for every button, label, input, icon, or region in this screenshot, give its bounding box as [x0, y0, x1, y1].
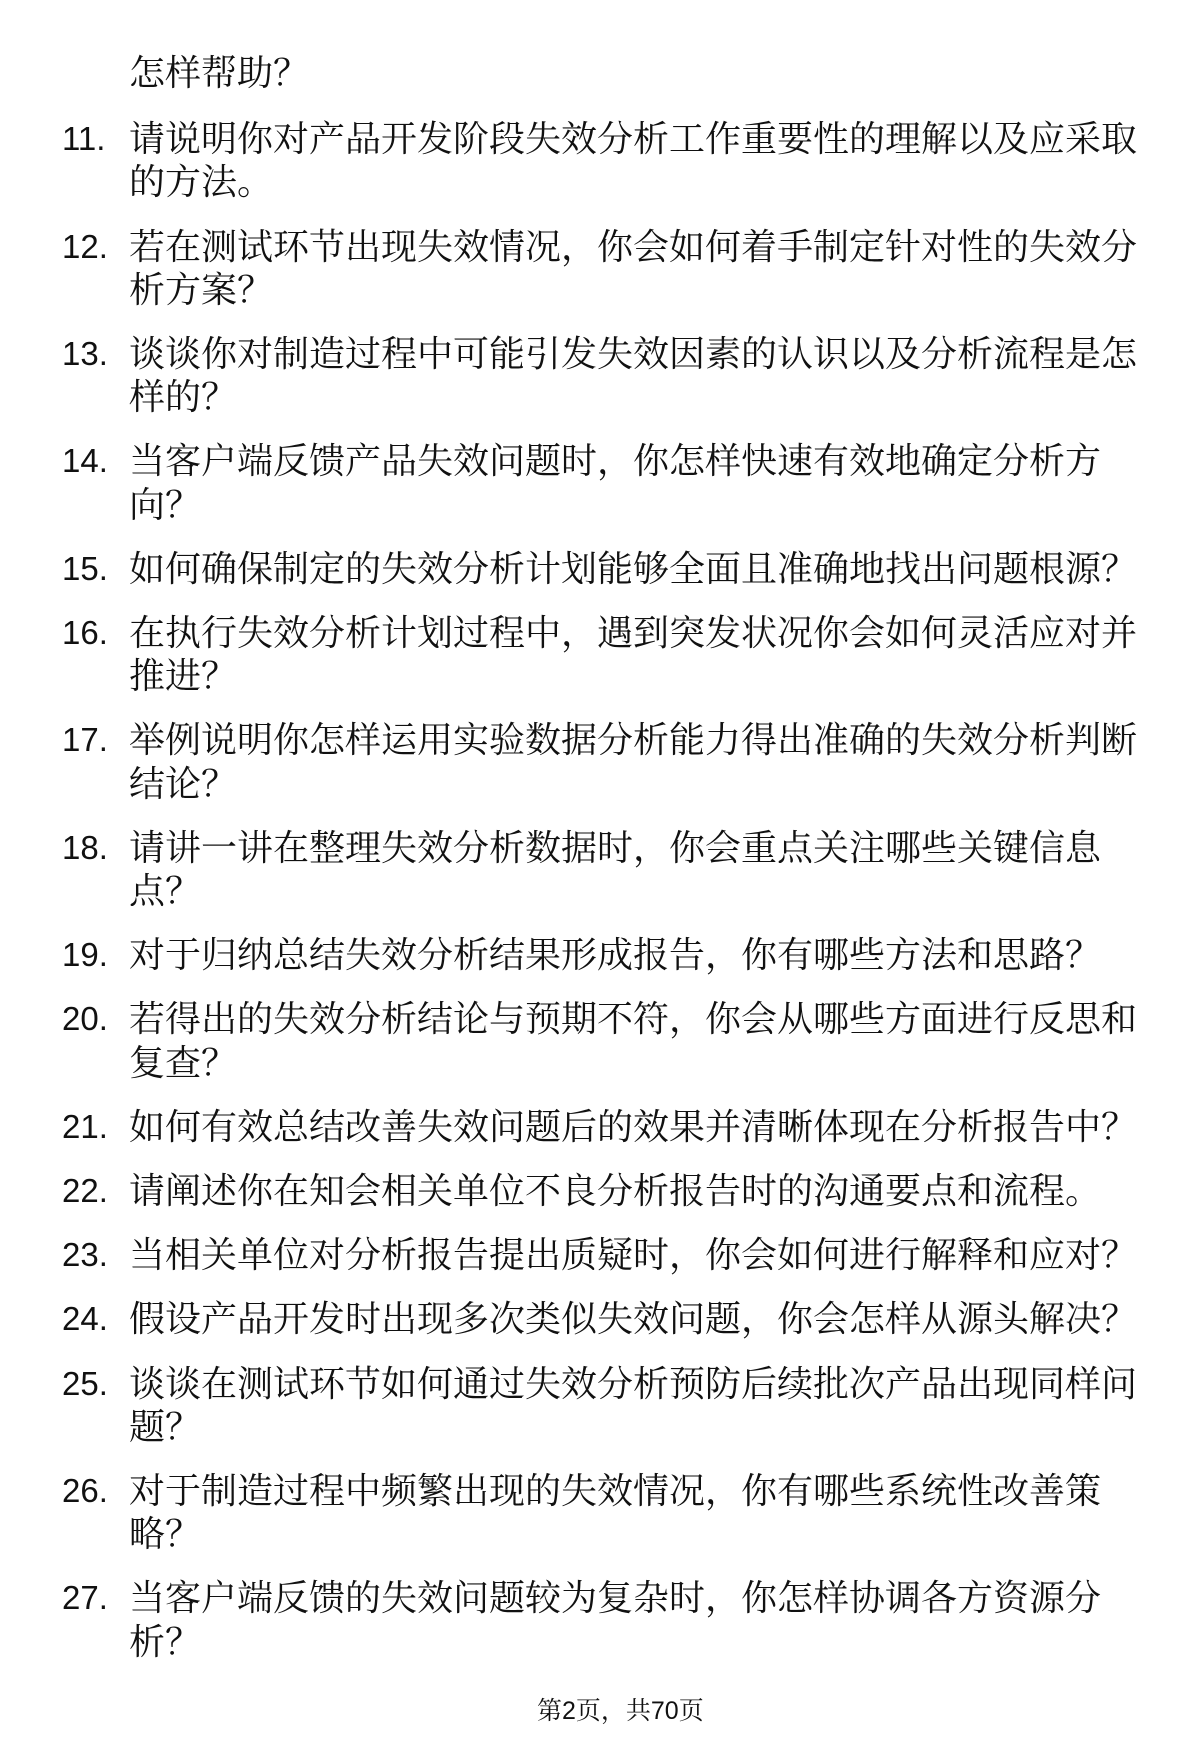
question-number: 26. [62, 1472, 108, 1510]
question-item [0, 1469, 1190, 1555]
question-number: 27. [62, 1579, 108, 1617]
question-text: 对于归纳总结失效分析结果形成报告，你有哪些方法和思路？ [129, 934, 1102, 976]
question-text: 如何确保制定的失效分析计划能够全面且准确地找出问题根源？ [129, 547, 1138, 589]
question-number: 23. [62, 1236, 108, 1274]
question-text: 请阐述你在知会相关单位不良分析报告时的沟通要点和流程。 [129, 1170, 1102, 1212]
question-item [0, 933, 1190, 976]
question-item [0, 826, 1190, 912]
question-text: 如何有效总结改善失效问题后的效果并清晰体现在分析报告中？ [129, 1105, 1138, 1147]
question-item [0, 611, 1190, 697]
question-item [0, 997, 1190, 1083]
question-number: 12. [62, 227, 108, 265]
question-text: 举例说明你怎样运用实验数据分析能力得出准确的失效分析判断结论？ [129, 719, 1138, 804]
page-footer: 第2页，共70页 [537, 1697, 704, 1725]
question-text: 当客户端反馈的失效问题较为复杂时，你怎样协调各方资源分析？ [129, 1577, 1102, 1662]
question-text: 谈谈你对制造过程中可能引发失效因素的认识以及分析流程是怎样的？ [129, 333, 1138, 418]
question-text: 当相关单位对分析报告提出质疑时，你会如何进行解释和应对？ [129, 1234, 1138, 1276]
question-number: 25. [62, 1364, 108, 1402]
question-number: 17. [62, 721, 108, 759]
question-item [0, 1233, 1190, 1276]
question-item [0, 332, 1190, 418]
question-list [0, 117, 1190, 1663]
question-item [0, 1169, 1190, 1212]
question-item [0, 547, 1190, 590]
question-item [0, 1362, 1190, 1448]
continued-question-text: 怎样帮助？ [129, 52, 310, 93]
question-item [0, 718, 1190, 804]
question-text: 当客户端反馈产品失效问题时，你怎样快速有效地确定分析方向？ [129, 440, 1102, 525]
question-number: 22. [62, 1172, 108, 1210]
question-number: 24. [62, 1300, 108, 1338]
question-number: 15. [62, 549, 108, 587]
question-text: 假设产品开发时出现多次类似失效问题，你会怎样从源头解决？ [129, 1298, 1138, 1340]
question-text: 请说明你对产品开发阶段失效分析工作重要性的理解以及应采取的方法。 [129, 118, 1138, 203]
question-number: 16. [62, 614, 108, 652]
question-number: 18. [62, 828, 108, 866]
question-item [0, 117, 1190, 203]
question-text: 若在测试环节出现失效情况，你会如何着手制定针对性的失效分析方案？ [129, 225, 1138, 310]
question-text: 若得出的失效分析结论与预期不符，你会从哪些方面进行反思和复查？ [129, 998, 1138, 1083]
question-item [0, 1576, 1190, 1662]
question-item [0, 225, 1190, 311]
question-item [0, 1105, 1190, 1148]
question-number: 19. [62, 936, 108, 974]
question-text: 请讲一讲在整理失效分析数据时，你会重点关注哪些关键信息点？ [129, 826, 1102, 912]
question-number: 21. [62, 1107, 108, 1145]
question-item [0, 1297, 1190, 1340]
question-number: 13. [62, 335, 108, 373]
page-content [0, 51, 1190, 1684]
question-number: 14. [62, 442, 108, 480]
question-text: 在执行失效分析计划过程中，遇到突发状况你会如何灵活应对并推进？ [129, 612, 1138, 697]
question-number: 11. [62, 120, 106, 158]
question-item [0, 439, 1190, 525]
question-text: 谈谈在测试环节如何通过失效分析预防后续批次产品出现同样问题？ [129, 1362, 1138, 1447]
question-text: 对于制造过程中频繁出现的失效情况，你有哪些系统性改善策略？ [129, 1470, 1102, 1555]
question-number: 20. [62, 1000, 108, 1038]
